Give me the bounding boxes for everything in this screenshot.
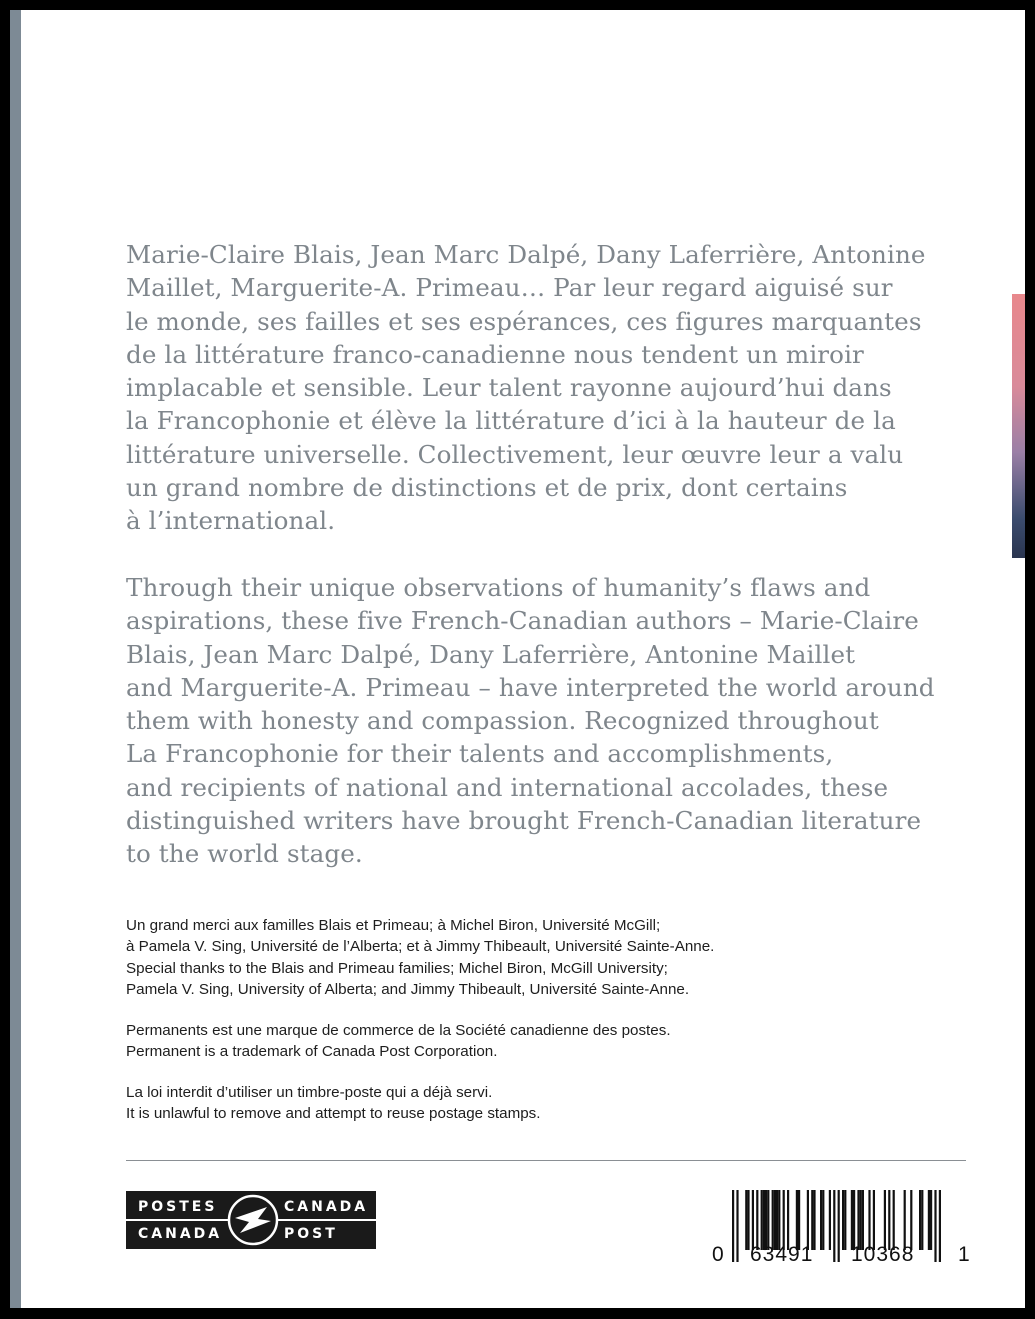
barcode-bar xyxy=(873,1190,875,1250)
barcode-check-digit: 1 xyxy=(958,1243,970,1266)
barcode-bar xyxy=(838,1190,840,1262)
barcode-bar xyxy=(939,1190,941,1262)
barcode-bar xyxy=(776,1190,778,1250)
paragraph-line: aspirations, these five French-Canadian authors – Marie-Claire xyxy=(126,606,919,636)
barcode-bar xyxy=(761,1190,763,1250)
barcode-bar xyxy=(796,1190,798,1250)
trademark-notice xyxy=(126,1020,671,1063)
barcode-bar xyxy=(862,1190,864,1250)
barcode-bar xyxy=(763,1190,765,1250)
legal-line: La loi interdit d’utiliser un timbre-poste qui a déjà servi. xyxy=(126,1084,493,1101)
barcode-bar xyxy=(860,1190,862,1250)
barcode-bar xyxy=(921,1190,923,1250)
barcode-bar xyxy=(798,1190,800,1250)
paragraph-line: le monde, ses failles et ses espérances, ces figures marquantes xyxy=(126,306,922,336)
barcode-bar xyxy=(904,1190,906,1250)
paragraph-line: littérature universelle. Collectivement, leur œuvre leur a valu xyxy=(126,439,904,469)
barcode-bar xyxy=(928,1190,930,1250)
acknowledgement-line: Special thanks to the Blais and Primeau families; Michel Biron, McGill University; xyxy=(126,959,668,977)
left-edge-strip xyxy=(10,10,21,1308)
barcode-bar xyxy=(833,1190,835,1262)
french-paragraph xyxy=(126,238,926,538)
stamp-art-edge xyxy=(1012,294,1025,558)
acknowledgement-line: Un grand merci aux familles Blais et Primeau; à Michel Biron, Université McGill; xyxy=(126,917,661,934)
paragraph-line: La Francophonie for their talents and accomplishments, xyxy=(126,739,834,769)
barcode-bar xyxy=(934,1190,936,1262)
barcode-bar xyxy=(851,1190,853,1250)
acknowledgements xyxy=(126,915,714,1000)
logo-word-post: POST xyxy=(284,1226,338,1242)
barcode-bar xyxy=(893,1190,895,1250)
trademark-line: Permanent is a trademark of Canada Post Corporation. xyxy=(126,1043,498,1061)
barcode-bar xyxy=(767,1190,769,1250)
canada-post-emblem-icon xyxy=(227,1194,279,1246)
barcode-bar xyxy=(752,1190,754,1250)
barcode-bar xyxy=(829,1190,831,1250)
barcode-bar xyxy=(910,1190,912,1250)
barcode-bar xyxy=(919,1190,921,1250)
paragraph-line: them with honesty and compassion. Recognized throughout xyxy=(126,706,879,736)
barcode-bar xyxy=(884,1190,886,1250)
paragraph-line: Marie-Claire Blais, Jean Marc Dalpé, Dany Laferrière, Antonine xyxy=(126,240,926,269)
barcode-lead-digit: 0 xyxy=(712,1243,724,1266)
paragraph-line: la Francophonie et élève la littérature d’ici à la hauteur de la xyxy=(126,406,896,436)
barcode-bar xyxy=(930,1190,932,1250)
paragraph-line: un grand nombre de distinctions et de prix, dont certains xyxy=(126,473,848,503)
barcode-bar xyxy=(745,1190,747,1250)
barcode-bar xyxy=(868,1190,870,1250)
barcode-bar xyxy=(853,1190,855,1250)
paragraph-line: Blais, Jean Marc Dalpé, Dany Laferrière, Antonine Maillet xyxy=(126,639,856,669)
logo-word-postes: POSTES xyxy=(138,1199,218,1215)
barcode-bar xyxy=(787,1190,789,1250)
barcode-bar xyxy=(857,1190,859,1250)
barcode-bar xyxy=(772,1190,774,1250)
barcode-bar xyxy=(783,1190,785,1250)
paragraph-line: Through their unique observations of humanity’s flaws and xyxy=(126,573,871,602)
barcode-bar xyxy=(774,1190,776,1250)
barcode-bar xyxy=(807,1190,809,1250)
acknowledgement-line: Pamela V. Sing, University of Alberta; and Jimmy Thibeault, Université Sainte-Anne. xyxy=(126,980,690,998)
barcode-bar xyxy=(811,1190,813,1250)
barcode-bar xyxy=(844,1190,846,1250)
barcode-bar xyxy=(732,1190,734,1262)
barcode-left-digits: 63491 xyxy=(750,1243,814,1266)
barcode-right-digits: 10368 xyxy=(851,1243,915,1266)
paragraph-line: de la littérature franco-canadienne nous tendent un miroir xyxy=(126,339,864,369)
barcode-bar xyxy=(842,1190,844,1250)
trademark-line: Permanents est une marque de commerce de la Société canadienne des postes. xyxy=(126,1022,671,1039)
paragraph-line: and Marguerite-A. Primeau – have interpreted the world around xyxy=(126,672,935,702)
legal-notice xyxy=(126,1082,541,1125)
divider-rule xyxy=(126,1160,966,1161)
paragraph-line: to the world stage. xyxy=(126,839,363,869)
paragraph-line: à l’international. xyxy=(126,506,336,536)
barcode-bar xyxy=(813,1190,815,1250)
logo-word-canada-bottom: CANADA xyxy=(138,1226,223,1242)
paragraph-line: Maillet, Marguerite-A. Primeau… Par leur regard aiguisé sur xyxy=(126,273,893,303)
paragraph-line: implacable et sensible. Leur talent rayonne aujourd’hui dans xyxy=(126,373,892,403)
logo-word-canada-top: CANADA xyxy=(284,1199,369,1215)
barcode-bar xyxy=(756,1190,758,1250)
acknowledgement-line: à Pamela V. Sing, Université de l’Alberta; et à Jimmy Thibeault, Université Sainte-Anne. xyxy=(126,938,715,956)
paragraph-line: distinguished writers have brought French-Canadian literature xyxy=(126,806,922,836)
barcode-bar xyxy=(888,1190,890,1250)
english-paragraph xyxy=(126,571,935,871)
barcode-bar xyxy=(747,1190,749,1250)
barcode-bar xyxy=(820,1190,822,1250)
barcode-bar xyxy=(822,1190,824,1250)
barcode-bar xyxy=(778,1190,780,1250)
barcode-bar xyxy=(765,1190,767,1250)
legal-line: It is unlawful to remove and attempt to reuse postage stamps. xyxy=(126,1105,541,1123)
paragraph-line: and recipients of national and international accolades, these xyxy=(126,772,889,802)
barcode-bar xyxy=(736,1190,738,1262)
canada-post-logo xyxy=(126,1191,376,1249)
